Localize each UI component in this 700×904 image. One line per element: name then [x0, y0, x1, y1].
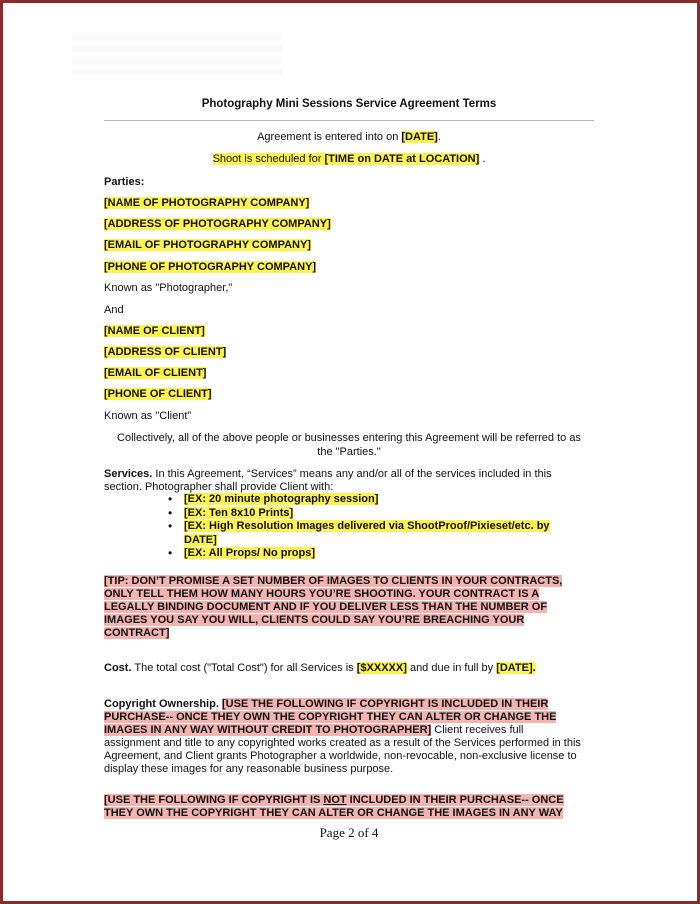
- list-item: • [EX: High Resolution Images delivered via ShootProof/Pixieset/etc. by DATE]: [166, 520, 576, 547]
- collective-line-1: Collectively, all of the above people or businesses entering this Agreement will be referred to as: [117, 432, 581, 444]
- copyright-paragraph: Copyright Ownership. [USE THE FOLLOWING IF COPYRIGHT IS INCLUDED IN THEIR PURCHASE-- ONCE THEY OWN THE COPYRIGHT THEY CAN ALTER OR CHANGE THE IMAGES IN ANY WAY WITHOUT CREDIT TO PHOTOGRAPHER] Client receives full assignment and title to any copyrighted works created as a result of the Services performed in this Agreement, and Client grants Photographer a worldwide, non-revocable, non-exclusive license to display these images for any reasonable business purpose.: [104, 698, 581, 775]
- collective-line-2: the "Parties.": [317, 446, 381, 458]
- parties-heading: Parties:: [104, 176, 145, 188]
- known-as-client: Known as "Client": [104, 410, 192, 422]
- photographer-phone-field: [PHONE OF PHOTOGRAPHY COMPANY]: [104, 261, 317, 273]
- services-list: [166, 493, 576, 561]
- client-name-field: [NAME OF CLIENT]: [104, 325, 205, 337]
- cost-heading: Cost.: [104, 662, 132, 674]
- photographer-name-field: [NAME OF PHOTOGRAPHY COMPANY]: [104, 197, 310, 209]
- list-item: • [EX: All Props/ No props]: [166, 547, 576, 561]
- shoot-schedule-line: Shoot is scheduled for [TIME on DATE at LOCATION] .: [212, 153, 486, 165]
- cost-amount: [$XXXXX]: [356, 662, 407, 674]
- photographer-address-field: [ADDRESS OF PHOTOGRAPHY COMPANY]: [104, 218, 331, 230]
- known-as-photographer: Known as "Photographer,": [104, 282, 233, 294]
- agreement-date-placeholder: [DATE]: [401, 131, 438, 143]
- document-title: Photography Mini Sessions Service Agreement Terms: [201, 98, 497, 110]
- page-number: Page 2 of 4: [319, 825, 379, 840]
- photographer-email-field: [EMAIL OF PHOTOGRAPHY COMPANY]: [104, 239, 311, 251]
- client-address-field: [ADDRESS OF CLIENT]: [104, 346, 227, 358]
- copyright-heading: Copyright Ownership.: [104, 698, 219, 710]
- title-divider: [104, 120, 594, 121]
- cost-paragraph: Cost. The total cost ("Total Cost") for all Services is [$XXXXX] and due in full by [DATE].: [104, 662, 536, 674]
- list-item: • [EX: 20 minute photography session]: [166, 493, 576, 507]
- document-page: [104, 0, 594, 904]
- tip-paragraph: [TIP: DON’T PROMISE A SET NUMBER OF IMAGES TO CLIENTS IN YOUR CONTRACTS, ONLY TELL THEM HOW MANY HOURS YOU’RE SHOOTING. YOUR CONTRACT IS A LEGALLY BINDING DOCUMENT AND IF YOU DELIVER LESS THAN THE NUMBER OF IMAGES YOU SAY YOU WILL, CLIENTS COULD SAY YOU’RE BREACHING YOUR CONTRACT]: [104, 575, 563, 639]
- and-text: And: [104, 304, 124, 316]
- services-paragraph: Services. In this Agreement, “Services” means any and/or all of the services included in this section. Photographer shall provide Client with:: [104, 468, 552, 493]
- client-email-field: [EMAIL OF CLIENT]: [104, 367, 207, 379]
- cost-due-date: [DATE].: [496, 662, 536, 674]
- client-phone-field: [PHONE OF CLIENT]: [104, 388, 212, 400]
- copyright-not-included-paragraph: [USE THE FOLLOWING IF COPYRIGHT IS NOT INCLUDED IN THEIR PURCHASE-- ONCE THEY OWN THE COPYRIGHT THEY CAN ALTER OR CHANGE THE IMAGES IN ANY WAY: [104, 794, 564, 819]
- agreement-date-line: Agreement is entered into on [DATE].: [257, 131, 441, 143]
- shoot-placeholder: [TIME on DATE at LOCATION]: [324, 153, 480, 165]
- list-item: • [EX: Ten 8x10 Prints]: [166, 507, 576, 521]
- services-heading: Services.: [104, 468, 153, 480]
